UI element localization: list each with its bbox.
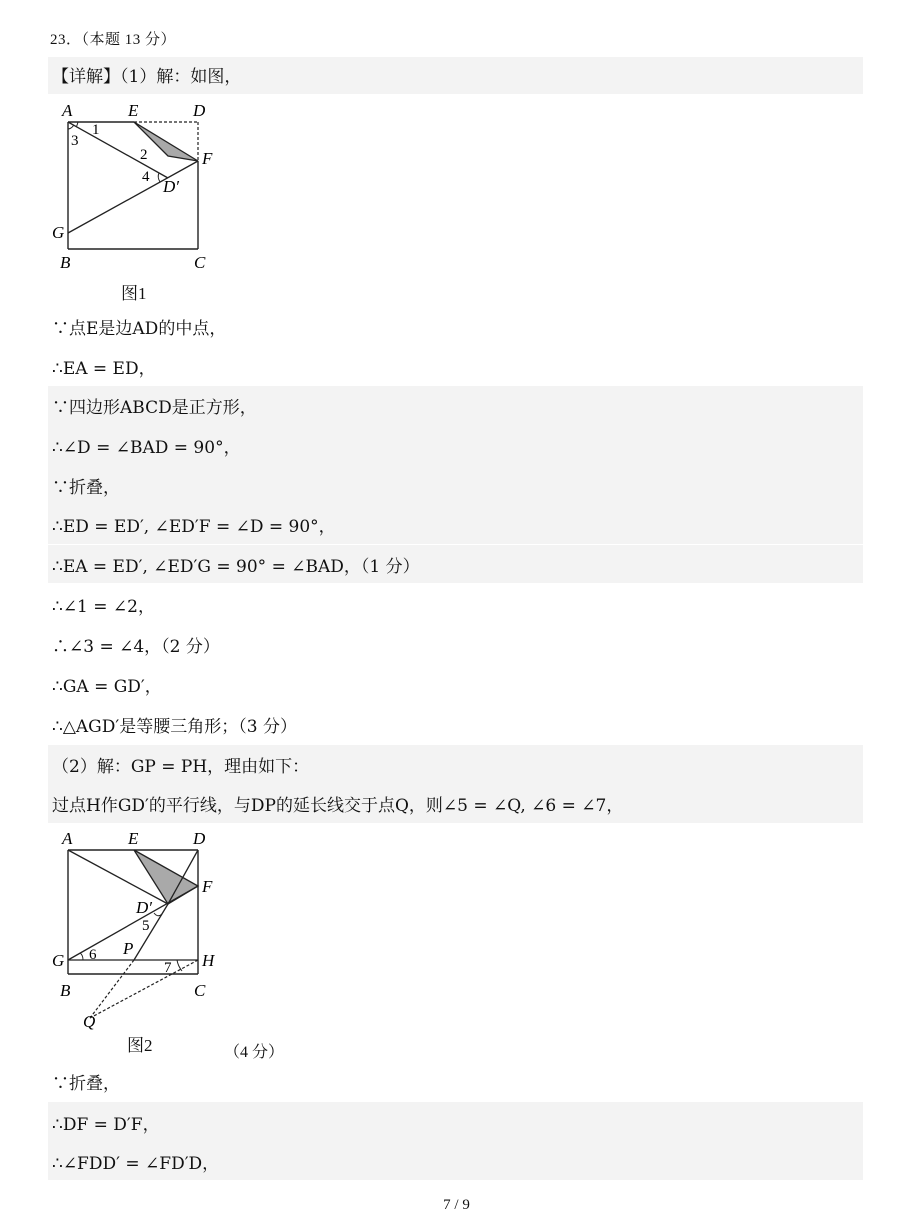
figure-1 [50,98,230,282]
figure-2-diagram [50,826,240,1036]
figure-1-diagram [50,98,230,278]
label-f: F [202,877,213,896]
label-c: C [194,253,206,272]
folded-triangle [134,850,198,904]
label-c: C [194,981,206,1000]
solution-line-14: ∵折叠， [52,1074,120,1094]
angle-mark-5 [154,913,162,916]
solution-line-9: ∴∠3 = ∠4，（2 分） [52,637,220,657]
angle-mark-3 [68,125,74,129]
solution-line-15: ∴DF = D′F， [52,1115,160,1135]
solution-line-10: ∴GA = GD′， [52,677,162,697]
angle-label-7: 7 [164,960,172,976]
solution-line-8: ∴∠1 = ∠2， [52,597,155,617]
figure-1-caption: 图1 [121,284,147,303]
label-e: E [128,101,139,120]
label-b: B [60,981,71,1000]
page-number: 7 / 9 [443,1197,470,1213]
label-h: H [202,951,215,970]
solution-line-11: ∴△AGD′是等腰三角形；（3 分） [52,717,297,737]
solution-line-5: ∵折叠， [52,478,120,498]
label-q: Q [83,1012,96,1031]
segment-pq-dashed [90,960,134,1018]
solution-line-16: ∴∠FDD′ = ∠FD′D， [52,1154,220,1174]
solution-line-7: ∴EA = ED′, ∠ED′G = 90° = ∠BAD，（1 分） [52,557,420,577]
label-d-prime: D′ [163,177,179,196]
solution-line-12: （2）解：GP = PH，理由如下： [52,757,310,777]
solution-line-6: ∴ED = ED′, ∠ED′F = ∠D = 90°， [52,517,336,537]
label-b: B [60,253,71,272]
solution-line-13: 过点H作GD′的平行线，与DP的延长线交于点Q，则∠5 = ∠Q, ∠6 = ∠7， [52,796,624,816]
segment-gf [68,161,198,233]
label-e: E [128,829,139,848]
problem-heading: 23．（本题 13 分） [50,32,177,48]
solution-line-3: ∵四边形ABCD是正方形， [52,398,257,418]
angle-label-6: 6 [89,947,97,963]
angle-label-2: 2 [140,147,148,163]
label-a: A [62,829,73,848]
angle-label-5: 5 [142,918,150,934]
label-a: A [62,101,73,120]
solution-line-2: ∴EA = ED， [52,359,156,379]
angle-mark-1 [76,122,78,127]
label-p: P [123,939,134,958]
label-f: F [202,149,213,168]
angle-mark-6 [80,953,83,960]
solution-line-detail: 【详解】（1）解：如图， [52,67,242,87]
segment-ad-prime [68,122,168,178]
label-d: D [193,829,206,848]
angle-label-4: 4 [142,169,150,185]
label-g: G [52,951,65,970]
angle-label-1: 1 [92,122,100,138]
figure-2-caption: 图2 [127,1036,153,1055]
angle-mark-4 [158,173,160,182]
solution-line-1: ∵点E是边AD的中点， [52,319,227,339]
angle-label-3: 3 [71,133,79,149]
figure-2-score: （4 分） [224,1044,285,1061]
solution-line-4: ∴∠D = ∠BAD = 90°， [52,438,241,458]
label-d-prime: D′ [136,898,152,917]
label-g: G [52,223,65,242]
segment-hq-dashed [90,960,198,1018]
label-d: D [193,101,206,120]
figure-2 [50,826,240,1040]
